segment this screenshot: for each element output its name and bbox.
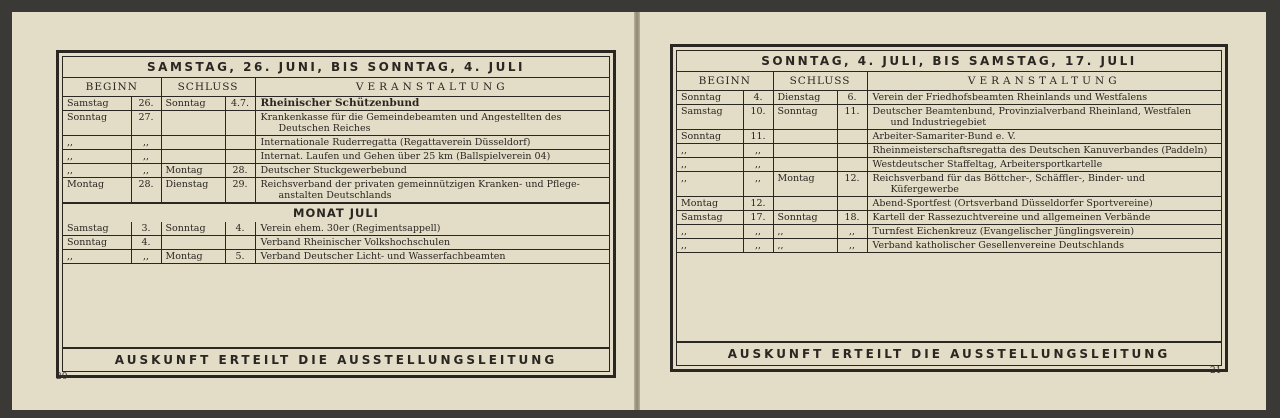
date-start: ,, (743, 225, 773, 239)
table-row (677, 105, 1221, 130)
day-start: Samstag (677, 211, 743, 225)
table-row (677, 225, 1221, 239)
date-end: ,, (837, 225, 867, 239)
table-row (63, 150, 609, 164)
date-start: ,, (743, 172, 773, 197)
col-beginn: BEGINN (677, 72, 773, 91)
event-line: Deutscher Stuckgewerbebund (260, 165, 407, 176)
event-name (867, 105, 1221, 130)
table-row (63, 97, 609, 111)
date-start: 28. (131, 178, 161, 203)
day-start: Samstag (677, 105, 743, 130)
day-end (773, 144, 837, 158)
event-line: Westdeutscher Staffeltag, Arbeitersportkartelle (872, 159, 1103, 170)
day-end: Dienstag (161, 178, 225, 203)
day-end: Sonntag (773, 105, 837, 130)
event-line: Verein ehem. 30er (Regimentsappell) (260, 223, 441, 234)
left-footer: AUSKUNFT ERTEILT DIE AUSSTELLUNGSLEITUNG (63, 347, 609, 371)
event-line: Internat. Laufen und Gehen über 25 km (Ballspielverein 04) (260, 151, 551, 162)
date-start: 4. (743, 91, 773, 105)
table-row (63, 222, 609, 236)
day-start: ,, (63, 250, 131, 264)
day-start: ,, (63, 164, 131, 178)
left-schedule-table-july (63, 222, 609, 264)
date-start: ,, (131, 136, 161, 150)
day-end: Montag (161, 250, 225, 264)
day-end: Dienstag (773, 91, 837, 105)
day-start: Sonntag (677, 91, 743, 105)
day-end (161, 150, 225, 164)
col-beginn: BEGINN (63, 78, 161, 97)
event-line: Rheinmeisterschaftsregatta des Deutschen Kanuverbandes (Paddeln) (872, 145, 1208, 156)
event-name (867, 197, 1221, 211)
date-start: 11. (743, 130, 773, 144)
event-name (867, 130, 1221, 144)
event-line: Verein der Friedhofsbeamten Rheinlands und Westfalens (872, 92, 1148, 103)
day-end (161, 111, 225, 136)
day-end (773, 197, 837, 211)
col-veranstaltung: VERANSTALTUNG (867, 72, 1221, 91)
day-start: ,, (677, 144, 743, 158)
day-end: ,, (773, 239, 837, 253)
day-start: ,, (677, 225, 743, 239)
date-start: 26. (131, 97, 161, 111)
event-name (255, 150, 609, 164)
event-name (867, 144, 1221, 158)
left-heading: SAMSTAG, 26. JUNI, BIS SONNTAG, 4. JULI (63, 57, 609, 78)
event-name (867, 91, 1221, 105)
date-end (225, 150, 255, 164)
event-line-continued: Deutschen Reiches (278, 123, 371, 134)
event-name (255, 111, 609, 136)
event-name (255, 97, 609, 111)
event-name (867, 158, 1221, 172)
event-name (255, 250, 609, 264)
right-page-number: 21 (1210, 366, 1222, 376)
right-page (640, 12, 1266, 410)
day-start: Sonntag (677, 130, 743, 144)
date-start: ,, (743, 158, 773, 172)
table-row (677, 197, 1221, 211)
event-line-continued: anstalten Deutschlands (278, 190, 392, 201)
day-start: Sonntag (63, 236, 131, 250)
left-schedule-table (63, 78, 609, 203)
table-row (63, 250, 609, 264)
date-end: 28. (225, 164, 255, 178)
col-schluss: SCHLUSS (161, 78, 255, 97)
table-row (63, 111, 609, 136)
table-row (677, 239, 1221, 253)
date-end: 12. (837, 172, 867, 197)
day-end (773, 158, 837, 172)
event-name (255, 236, 609, 250)
event-name (255, 178, 609, 203)
date-start: 10. (743, 105, 773, 130)
date-end (837, 130, 867, 144)
event-line: Internationale Ruderregatta (Regattaverein Düsseldorf) (260, 137, 531, 148)
right-schedule-table (677, 72, 1221, 253)
date-end: 5. (225, 250, 255, 264)
table-row (677, 144, 1221, 158)
left-subheading: MONAT JULI (63, 203, 609, 222)
day-end (161, 136, 225, 150)
date-start: 4. (131, 236, 161, 250)
event-line: Kartell der Rassezuchtvereine und allgemeinen Verbände (872, 212, 1151, 223)
date-end (837, 197, 867, 211)
table-row (677, 91, 1221, 105)
date-start: ,, (743, 239, 773, 253)
date-end: 4. (225, 222, 255, 236)
col-veranstaltung: VERANSTALTUNG (255, 78, 609, 97)
day-start: Sonntag (63, 111, 131, 136)
event-line: Verband Rheinischer Volkshochschulen (260, 237, 451, 248)
date-end: 6. (837, 91, 867, 105)
day-end: Sonntag (773, 211, 837, 225)
day-start: Montag (63, 178, 131, 203)
right-heading: SONNTAG, 4. JULI, BIS SAMSTAG, 17. JULI (677, 51, 1221, 72)
day-end: Montag (773, 172, 837, 197)
event-name (867, 172, 1221, 197)
event-name (867, 239, 1221, 253)
date-end (837, 144, 867, 158)
day-start: ,, (677, 158, 743, 172)
date-end (225, 136, 255, 150)
date-start: ,, (743, 144, 773, 158)
date-end: 11. (837, 105, 867, 130)
day-start: ,, (677, 239, 743, 253)
event-line: Deutscher Beamtenbund, Provinzialverband Rheinland, Westfalen (872, 106, 1192, 117)
left-schedule-frame (56, 50, 616, 378)
date-start: ,, (131, 150, 161, 164)
event-line: Reichsverband für das Böttcher-, Schäffler-, Binder- und (872, 173, 1145, 184)
table-row (677, 158, 1221, 172)
day-start: Samstag (63, 222, 131, 236)
event-line: Verband Deutscher Licht- und Wasserfachbeamten (260, 251, 506, 262)
left-page (12, 12, 634, 410)
date-start: ,, (131, 250, 161, 264)
table-row (677, 130, 1221, 144)
day-end: Sonntag (161, 222, 225, 236)
table-row (63, 236, 609, 250)
right-footer: AUSKUNFT ERTEILT DIE AUSSTELLUNGSLEITUNG (677, 341, 1221, 365)
date-end: 4.7. (225, 97, 255, 111)
right-schedule-frame (670, 44, 1228, 372)
day-end (773, 130, 837, 144)
event-line: Reichsverband der privaten gemeinnützigen Kranken- und Pflege- (260, 179, 580, 190)
left-page-number: 20 (56, 372, 68, 382)
date-end: 29. (225, 178, 255, 203)
day-start: Montag (677, 197, 743, 211)
day-end (161, 236, 225, 250)
date-end (837, 158, 867, 172)
event-line: Rheinischer Schützenbund (260, 97, 420, 109)
day-end: ,, (773, 225, 837, 239)
table-row (63, 136, 609, 150)
event-line: Arbeiter-Samariter-Bund e. V. (872, 131, 1016, 142)
date-end: 18. (837, 211, 867, 225)
col-schluss: SCHLUSS (773, 72, 867, 91)
table-row (63, 178, 609, 203)
event-line: Krankenkasse für die Gemeindebeamten und Angestellten des (260, 112, 562, 123)
date-start: ,, (131, 164, 161, 178)
date-end: ,, (837, 239, 867, 253)
day-start: Samstag (63, 97, 131, 111)
event-line: Turnfest Eichenkreuz (Evangelischer Jünglingsverein) (872, 226, 1135, 237)
day-start: ,, (677, 172, 743, 197)
date-end (225, 111, 255, 136)
event-line-continued: und Industriegebiet (890, 117, 987, 128)
event-line: Verband katholischer Gesellenvereine Deutschlands (872, 240, 1125, 251)
date-start: 3. (131, 222, 161, 236)
day-end: Sonntag (161, 97, 225, 111)
event-line-continued: Küfergewerbe (890, 184, 959, 195)
table-row (677, 211, 1221, 225)
date-start: 12. (743, 197, 773, 211)
event-line: Abend-Sportfest (Ortsverband Düsseldorfer Sportvereine) (872, 198, 1153, 209)
table-row (63, 164, 609, 178)
event-name (867, 225, 1221, 239)
day-end: Montag (161, 164, 225, 178)
date-start: 17. (743, 211, 773, 225)
table-row (677, 172, 1221, 197)
day-start: ,, (63, 136, 131, 150)
event-name (255, 222, 609, 236)
day-start: ,, (63, 150, 131, 164)
date-end (225, 236, 255, 250)
date-start: 27. (131, 111, 161, 136)
event-name (255, 164, 609, 178)
event-name (867, 211, 1221, 225)
event-name (255, 136, 609, 150)
